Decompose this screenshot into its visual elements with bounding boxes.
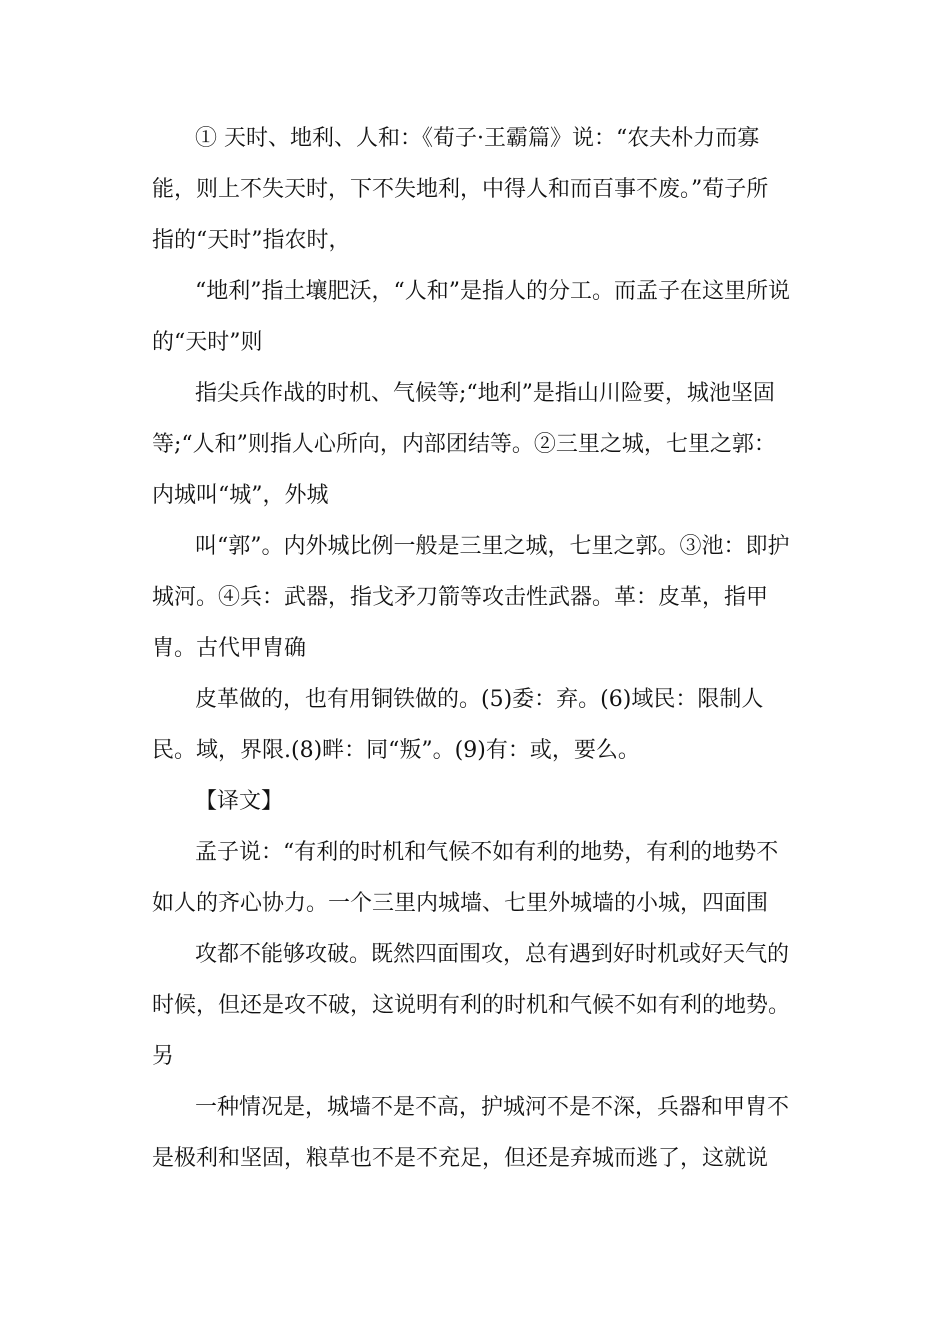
text-line-21: 是极利和坚固，粮草也不是不充足，但还是弃城而逃了，这就说 [152, 1146, 769, 1171]
text-line-20: 一种情况是，城墙不是不高，护城河不是不深，兵器和甲胄不 [195, 1095, 790, 1120]
text-line-17: 攻都不能够攻破。既然四面围攻，总有遇到好时机或好天气的 [195, 942, 790, 967]
text-line-1: ① 天时、地利、人和：《荀子·王霸篇》说：“农夫朴力而寡 [195, 126, 760, 151]
text-line-16: 如人的齐心协力。一个三里内城墙、七里外城墙的小城，四面围 [152, 891, 769, 916]
section-heading-translation: 【译文】 [195, 789, 284, 814]
text-line-5: 的“天时”则 [152, 330, 263, 355]
text-line-7: 等;“人和”则指人心所向，内部团结等。②三里之城，七里之郭： [152, 432, 776, 457]
text-line-10: 城河。④兵：武器，指戈矛刀箭等攻击性武器。革：皮革，指甲 [152, 585, 769, 610]
text-line-11: 胄。古代甲胄确 [152, 636, 307, 661]
text-line-4: “地利”指土壤肥沃，“人和”是指人的分工。而孟子在这里所说 [195, 279, 790, 304]
text-line-15: 孟子说：“有利的时机和气候不如有利的地势，有利的地势不 [195, 840, 779, 865]
text-line-3: 指的“天时”指农时， [152, 228, 351, 253]
text-line-12: 皮革做的，也有用铜铁做的。(5)委：弃。(6)域民：限制人 [195, 687, 764, 712]
text-line-6: 指尖兵作战的时机、气候等;“地利”是指山川险要，城池坚固 [195, 381, 775, 406]
text-line-18: 时候，但还是攻不破，这说明有利的时机和气候不如有利的地势。 [152, 993, 791, 1018]
text-line-8: 内城叫“城”，外城 [152, 483, 329, 508]
text-line-2: 能，则上不失天时，下不失地利，中得人和而百事不废。”荀子所 [152, 177, 769, 202]
text-line-19: 另 [152, 1044, 175, 1069]
text-line-9: 叫“郭”。内外城比例一般是三里之城，七里之郭。③池：即护 [195, 534, 790, 559]
text-line-13: 民。域，界限.(8)畔：同“叛”。(9)有：或，要么。 [152, 738, 640, 763]
